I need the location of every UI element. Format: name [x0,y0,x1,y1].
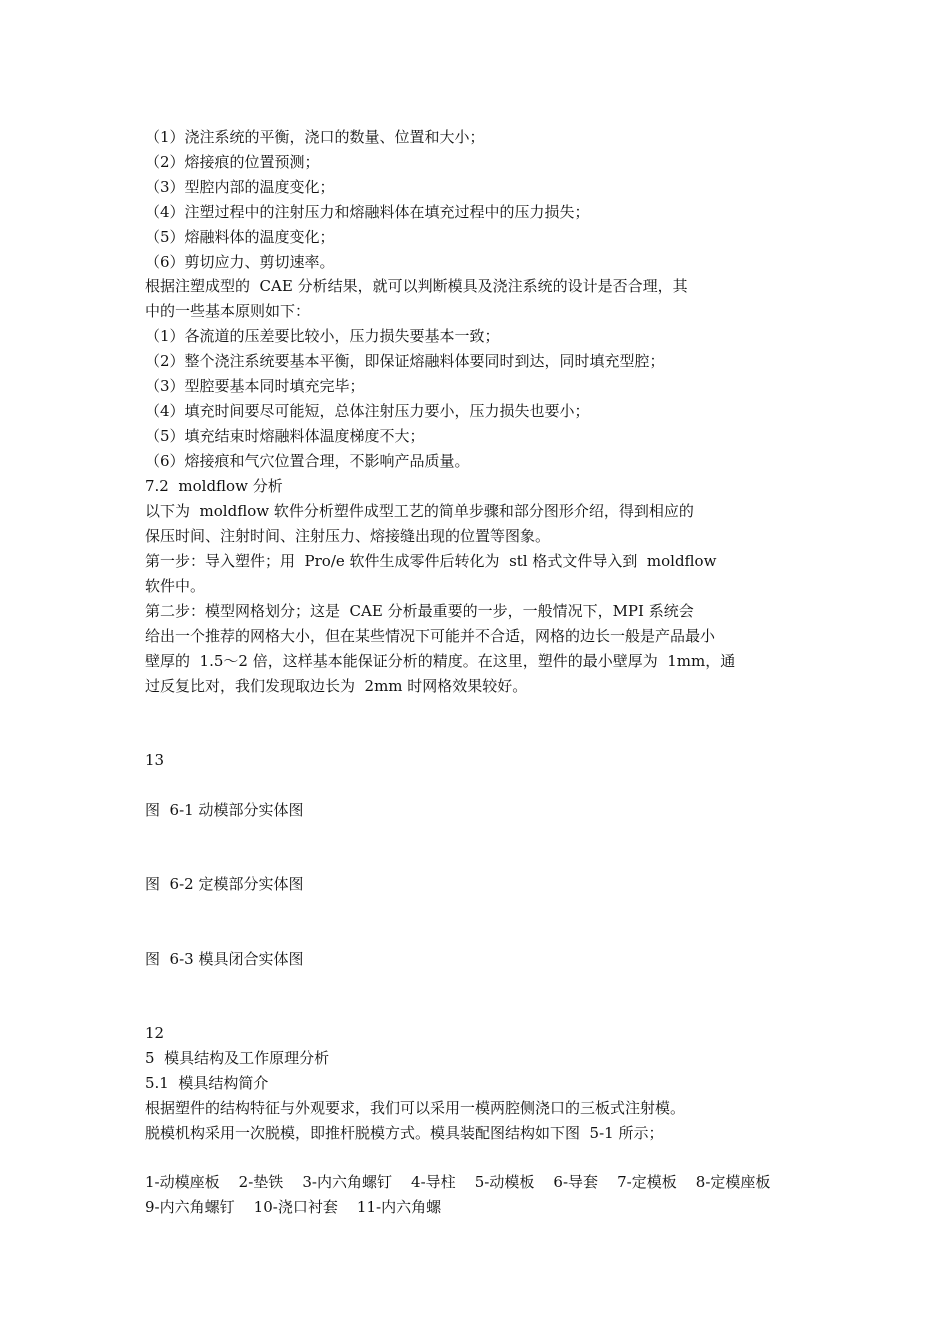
text-line: （5）熔融料体的温度变化； [145,228,335,246]
paragraph-line: 过反复比对，我们发现取边长为 2mm 时网格效果较好。 [145,677,528,695]
paragraph-line: 中的一些基本原则如下： [145,302,311,320]
section-heading: 5.1 模具结构简介 [145,1074,269,1092]
text-line: （4）注塑过程中的注射压力和熔融料体在填充过程中的压力损失； [145,203,590,221]
section-heading: 7.2 moldflow 分析 [145,477,283,495]
paragraph-line: 以下为 moldflow 软件分析塑件成型工艺的简单步骤和部分图形介绍，得到相应的 [145,502,694,520]
text-line: （5）填充结束时熔融料体温度梯度不大； [145,427,425,445]
text-line: （1）浇注系统的平衡，浇口的数量、位置和大小； [145,128,485,146]
paragraph-line: 第一步：导入塑件；用 Pro/e 软件生成零件后转化为 stl 格式文件导入到 moldflow [145,552,717,570]
paragraph-line: 保压时间、注射时间、注射压力、熔接缝出现的位置等图象。 [145,527,551,545]
text-line: （3）型腔内部的温度变化； [145,178,335,196]
parts-list-line: 1-动模座板 2-垫铁 3-内六角螺钉 4-导柱 5-动模板 6-导套 7-定模板 8-定模座板 [145,1173,771,1191]
text-line: （4）填充时间要尽可能短，总体注射压力要小，压力损失也要小； [145,402,590,420]
paragraph-line: 软件中。 [145,577,206,595]
figure-caption: 图 6-1 动模部分实体图 [145,801,304,819]
paragraph-line: 第二步：模型网格划分；这是 CAE 分析最重要的一步，一般情况下，MPI 系统会 [145,602,694,620]
parts-list-line: 9-内六角螺钉 10-浇口衬套 11-内六角螺 [145,1198,442,1216]
text-line: （6）熔接痕和气穴位置合理，不影响产品质量。 [145,452,470,470]
figure-caption: 图 6-3 模具闭合实体图 [145,950,304,968]
paragraph-line: 脱模机构采用一次脱模，即推杆脱模方式。模具装配图结构如下图 5-1 所示； [145,1124,664,1142]
page-number: 13 [145,751,165,769]
chapter-heading: 5 模具结构及工作原理分析 [145,1049,330,1067]
figure-caption: 图 6-2 定模部分实体图 [145,875,304,893]
text-line: （2）整个浇注系统要基本平衡，即保证熔融料体要同时到达，同时填充型腔； [145,352,665,370]
paragraph-line: 给出一个推荐的网格大小，但在某些情况下可能并不合适，网格的边长一般是产品最小 [145,627,716,645]
page-number: 12 [145,1024,165,1042]
text-line: （6）剪切应力、剪切速率。 [145,253,335,271]
text-line: （1）各流道的压差要比较小，压力损失要基本一致； [145,327,500,345]
paragraph-line: 根据塑件的结构特征与外观要求，我们可以采用一模两腔侧浇口的三板式注射模。 [145,1099,686,1117]
text-line: （3）型腔要基本同时填充完毕； [145,377,365,395]
text-line: （2）熔接痕的位置预测； [145,153,320,171]
paragraph-line: 壁厚的 1.5～2 倍，这样基本能保证分析的精度。在这里，塑件的最小壁厚为 1mm，通 [145,652,736,670]
paragraph-line: 根据注塑成型的 CAE 分析结果，就可以判断模具及浇注系统的设计是否合理，其 [145,277,688,295]
